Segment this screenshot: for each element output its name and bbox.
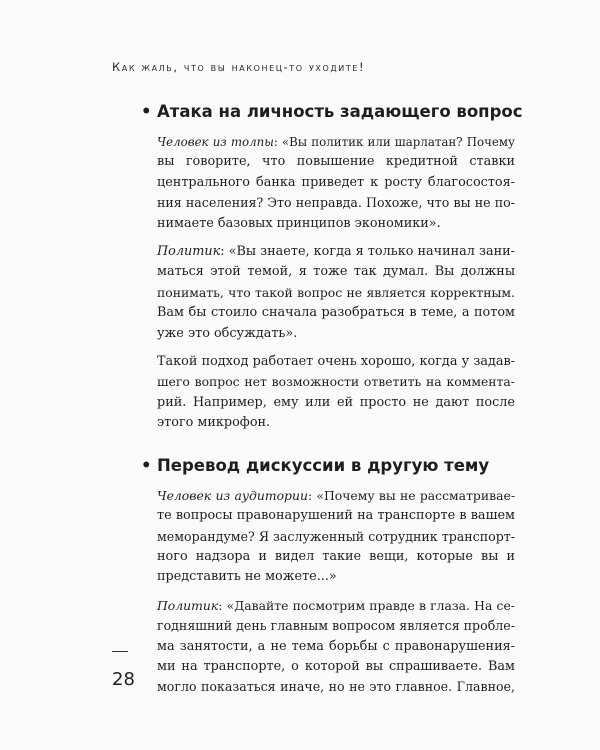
paragraph-line: понимать, что такой вопрос не является корректным. [157, 284, 515, 300]
paragraph-line: уже это обсуждать». [157, 325, 298, 341]
speaker-label: Политик [157, 244, 221, 260]
paragraph-line: нимаете базовых принципов экономики». [157, 215, 441, 231]
paragraph-line: могло показаться иначе, но не это главное. Главное, [157, 679, 515, 695]
paragraph-line: : «Давайте посмотрим правде в глаза. На се- [218, 597, 515, 613]
section-heading-text: Атака на личность задающего вопрос [157, 102, 523, 121]
paragraph-line: ния населения? Это неправда. Похоже, что вы не по- [157, 195, 515, 211]
paragraph-line: годняшний день главным вопросом является пробле- [157, 618, 515, 634]
page-number: 28 [112, 669, 135, 690]
page-body [141, 102, 523, 706]
paragraph-line: ного надзора и видел такие вещи, которые вы и [157, 548, 515, 564]
paragraph-line: ми на транспорте, о которой вы спрашиваете. Вам [157, 658, 515, 674]
paragraph-line: центрального банка приведет к росту благосостоя- [157, 174, 515, 190]
dialogue-paragraph [157, 242, 515, 344]
paragraph-line: вы говорите, что повышение кредитной ставки [157, 154, 515, 170]
paragraph-line: : «Вы знаете, когда я только начинал зани- [220, 244, 515, 260]
running-head: Как жаль, что вы наконец-то уходите! [112, 60, 366, 74]
paragraph-line: те вопросы правонарушений на транспорте в вашем [157, 508, 515, 524]
folio-rule [112, 651, 128, 652]
speaker-label: Политик [157, 597, 219, 613]
section-heading-text: Перевод дискуссии в другую тему [157, 455, 490, 475]
paragraph-line: рий. Например, ему или ей просто не дают после [157, 394, 515, 410]
paragraph-line: этого микрофон. [157, 415, 271, 431]
paragraph-line: Такой подход работает очень хорошо, когда у задав- [157, 354, 515, 370]
paragraph-line: ма занятости, а не тема борьбы с правонарушения- [157, 638, 515, 654]
dialogue-paragraph [157, 486, 515, 588]
paragraph-line: : «Вы политик или шарлатан? Почему [273, 135, 515, 149]
paragraph-line: Вам бы стоило сначала разобраться в теме, а потом [157, 305, 515, 321]
paragraph-line: шего вопрос нет возможности ответить на коммента- [157, 374, 515, 390]
dialogue-paragraph [157, 596, 515, 698]
body-paragraph [157, 352, 515, 434]
paragraph-line: маться этой темой, я тоже так думал. Вы должны [157, 264, 515, 280]
speaker-label: Человек из толпы [157, 135, 274, 149]
paragraph-line: представить не можете...» [157, 569, 337, 585]
paragraph-line: меморандуме? Я заслуженный сотрудник транспорт- [157, 528, 515, 544]
paragraph-line: : «Почему вы не рассматривае- [307, 487, 515, 503]
dialogue-paragraph [157, 132, 515, 234]
section-heading [141, 456, 515, 475]
bullet-icon: • [141, 102, 152, 121]
section-heading [141, 102, 523, 121]
bullet-icon: • [141, 455, 152, 475]
speaker-label: Человек из аудитории [157, 487, 308, 503]
